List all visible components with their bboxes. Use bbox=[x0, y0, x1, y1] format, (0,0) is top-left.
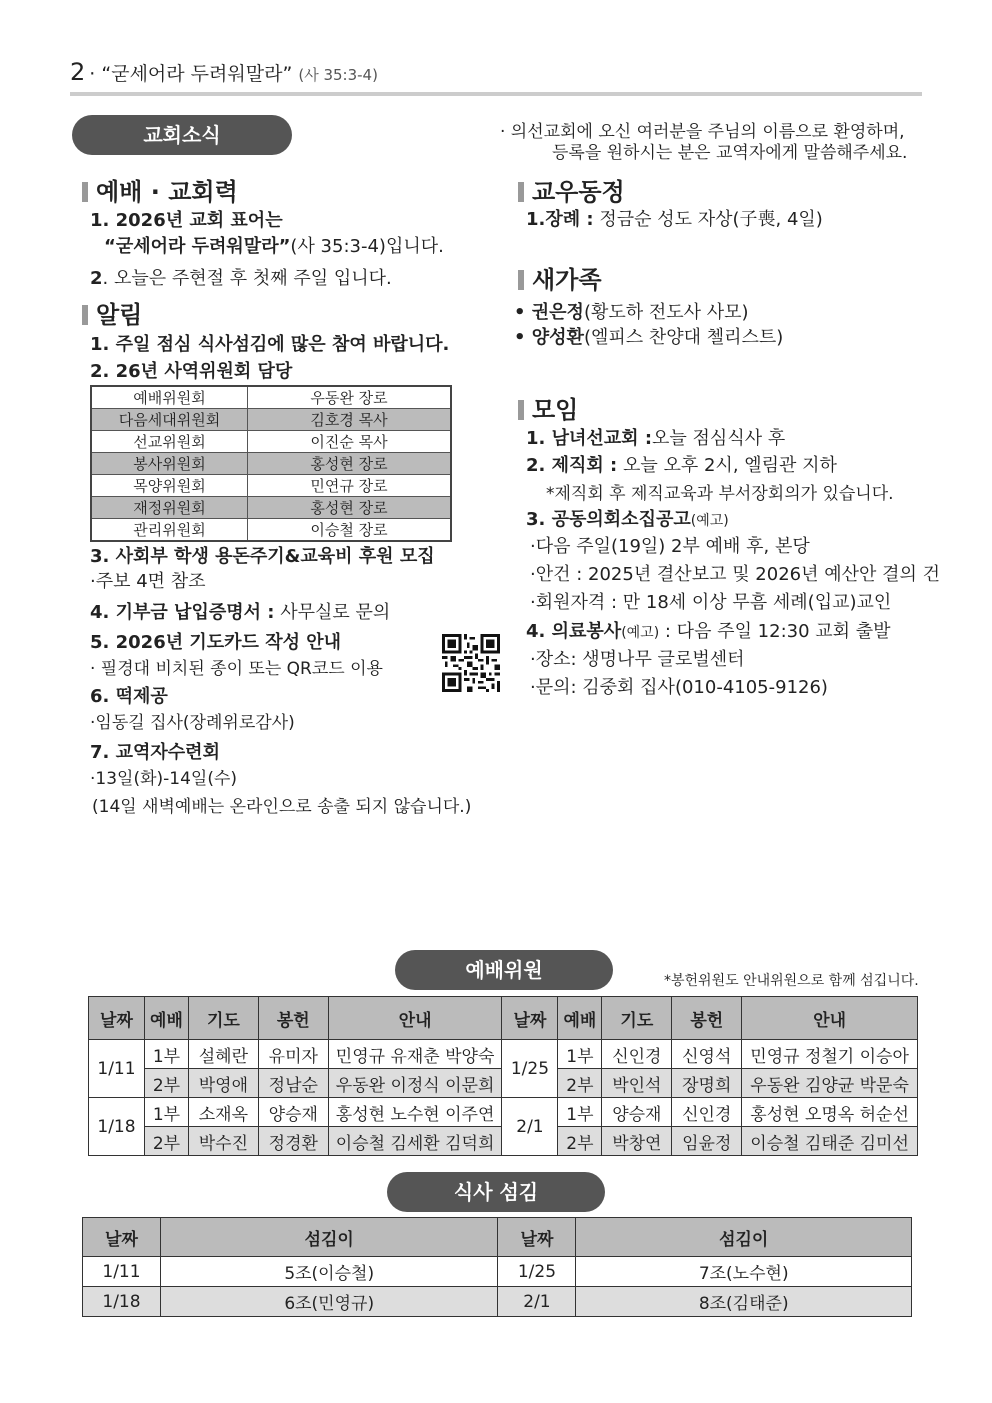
column-header: 날짜 bbox=[89, 997, 145, 1040]
worship-line-1: 1. 2026년 교회 표어는 bbox=[90, 210, 283, 231]
table-cell: 2부 bbox=[144, 1127, 188, 1156]
column-header: 예배 bbox=[144, 997, 188, 1040]
meeting-1 bbox=[526, 424, 785, 450]
section-title: 예배 · 교회력 bbox=[96, 178, 238, 206]
notice-7-sub: ·13일(화)-14일(수) bbox=[90, 769, 238, 789]
meeting-3-note: (예고) bbox=[690, 513, 729, 529]
table-cell: 정경환 bbox=[258, 1127, 328, 1156]
committee-leader: 이진순 목사 bbox=[248, 431, 452, 453]
committee-name: 다음세대위원회 bbox=[91, 409, 248, 431]
table-cell: 8조(김태준) bbox=[576, 1287, 912, 1317]
committee-row bbox=[91, 475, 451, 497]
header-title: “굳세어라 두려워말라” bbox=[101, 63, 293, 85]
meeting-4 bbox=[526, 617, 891, 643]
table-row bbox=[89, 1098, 918, 1127]
table-cell: 1/25 bbox=[498, 1257, 576, 1287]
notice-4 bbox=[90, 598, 390, 624]
section-notice bbox=[82, 295, 142, 330]
notice-6-sub: ·임동길 집사(장례위로감사) bbox=[90, 713, 295, 733]
notice-1: 1. 주일 점심 식사섬김에 많은 참여 바랍니다. bbox=[90, 334, 450, 355]
table-cell: 민영규 정철기 이승아 bbox=[742, 1040, 918, 1069]
section-bar-icon bbox=[518, 270, 524, 290]
column-header: 봉헌 bbox=[258, 997, 328, 1040]
section-newfamily bbox=[518, 260, 602, 295]
section-title: 모임 bbox=[532, 396, 579, 424]
table-cell: 7조(노수현) bbox=[576, 1257, 912, 1287]
page-number: 2 bbox=[70, 58, 86, 86]
committee-leader: 김호경 목사 bbox=[248, 409, 452, 431]
section-bar-icon bbox=[82, 305, 88, 325]
meeting-2-bold: 2. 제직회 : bbox=[526, 455, 618, 476]
column-header: 날짜 bbox=[83, 1218, 161, 1257]
column-header: 봉헌 bbox=[672, 997, 742, 1040]
section-title: 교우동정 bbox=[532, 178, 625, 206]
table-cell: 신인경 bbox=[602, 1040, 672, 1069]
table-cell: 2부 bbox=[144, 1069, 188, 1098]
section-worship bbox=[82, 172, 238, 207]
committee-name: 봉사위원회 bbox=[91, 453, 248, 475]
committee-row bbox=[91, 497, 451, 519]
table-cell: 유미자 bbox=[258, 1040, 328, 1069]
meeting-2-rest: 오늘 오후 2시, 엘림관 지하 bbox=[617, 455, 837, 476]
column-header: 안내 bbox=[328, 997, 502, 1040]
header-dot: · bbox=[89, 63, 96, 85]
worship-team-table bbox=[88, 996, 918, 1156]
header-divider bbox=[70, 92, 922, 96]
committee-row bbox=[91, 386, 451, 409]
column-header: 날짜 bbox=[502, 997, 558, 1040]
committee-name: 관리위원회 bbox=[91, 519, 248, 542]
date-cell: 1/11 bbox=[89, 1040, 145, 1098]
table-cell: 5조(이승철) bbox=[160, 1257, 498, 1287]
meeting-4-c: ·문의: 김중회 집사(010-4105-9126) bbox=[530, 677, 828, 698]
committee-row bbox=[91, 519, 451, 542]
section-meeting bbox=[518, 390, 578, 425]
section-members bbox=[518, 172, 625, 207]
notice-4-bold: 4. 기부금 납입증명서 : bbox=[90, 602, 275, 623]
table-row bbox=[83, 1257, 912, 1287]
notice-3: 3. 사회부 학생 용돈주기&교육비 후원 모집 bbox=[90, 546, 435, 567]
meal-table bbox=[82, 1217, 912, 1317]
column-header: 섬김이 bbox=[576, 1218, 912, 1257]
newfamily-1-desc: (황도하 전도사 사모) bbox=[583, 302, 749, 323]
table-cell: 신인경 bbox=[672, 1098, 742, 1127]
page-header bbox=[70, 58, 378, 86]
section-title: 새가족 bbox=[532, 266, 602, 294]
members-l1-rest: 정금순 성도 자상(子喪, 4일) bbox=[593, 209, 823, 230]
table-cell: 장명희 bbox=[672, 1069, 742, 1098]
table-cell: 6조(민영규) bbox=[160, 1287, 498, 1317]
committee-row bbox=[91, 431, 451, 453]
column-header: 안내 bbox=[742, 997, 918, 1040]
table-cell: 1부 bbox=[558, 1040, 602, 1069]
header-ref: (사 35:3-4) bbox=[298, 66, 378, 84]
worship-line-3 bbox=[90, 264, 392, 290]
committee-name: 선교위원회 bbox=[91, 431, 248, 453]
notice-3-sub: ·주보 4면 참조 bbox=[90, 571, 206, 592]
table-cell: 임윤정 bbox=[672, 1127, 742, 1156]
motto: “굳세어라 두려워말라” bbox=[104, 236, 291, 257]
worship-l2-num: 2 bbox=[90, 268, 103, 289]
committee-row bbox=[91, 453, 451, 475]
worship-line-2 bbox=[104, 232, 444, 258]
table-cell: 1/18 bbox=[83, 1287, 161, 1317]
meeting-1-bold: 1. 남녀선교회 : bbox=[526, 428, 653, 449]
table-cell: 박영애 bbox=[188, 1069, 258, 1098]
news-pill: 교회소식 bbox=[72, 115, 292, 155]
notice-5: 5. 2026년 기도카드 작성 안내 bbox=[90, 632, 342, 653]
table-cell: 설혜란 bbox=[188, 1040, 258, 1069]
committee-row bbox=[91, 409, 451, 431]
meeting-3-bold: 3. 공동의회소집공고 bbox=[526, 509, 691, 530]
section-bar-icon bbox=[518, 182, 524, 202]
table-cell: 이승철 김세환 김덕희 bbox=[328, 1127, 502, 1156]
worship-team-pill: 예배위원 bbox=[395, 950, 613, 990]
committee-name: 예배위원회 bbox=[91, 386, 248, 409]
newfamily-2-desc: (엘피스 찬양대 첼리스트) bbox=[583, 327, 784, 348]
table-cell: 2부 bbox=[558, 1069, 602, 1098]
date-cell: 1/18 bbox=[89, 1098, 145, 1156]
table-cell: 2부 bbox=[558, 1127, 602, 1156]
committee-name: 재정위원회 bbox=[91, 497, 248, 519]
newfamily-1-name: • 권은정 bbox=[514, 302, 584, 323]
motto-ref: (사 35:3-4)입니다. bbox=[290, 236, 444, 257]
table-cell: 우동완 김양균 박문숙 bbox=[742, 1069, 918, 1098]
meeting-4-a: ·장소: 생명나무 글로벌센터 bbox=[530, 649, 745, 670]
table-cell: 1부 bbox=[144, 1040, 188, 1069]
meeting-3-c: ·안건 : 2025년 결산보고 및 2026년 예산안 결의 건 bbox=[530, 564, 940, 585]
table-cell: 정남순 bbox=[258, 1069, 328, 1098]
committee-leader: 홍성현 장로 bbox=[248, 497, 452, 519]
table-row bbox=[89, 1040, 918, 1069]
table-cell: 1/11 bbox=[83, 1257, 161, 1287]
committee-leader: 이승철 장로 bbox=[248, 519, 452, 542]
newfamily-2-name: • 양성환 bbox=[514, 327, 584, 348]
meal-pill: 식사 섬김 bbox=[387, 1172, 605, 1212]
committee-table bbox=[90, 385, 452, 542]
committee-leader: 홍성현 장로 bbox=[248, 453, 452, 475]
meeting-3 bbox=[526, 505, 729, 531]
notice-4-rest: 사무실로 문의 bbox=[274, 602, 391, 623]
table-cell: 양승재 bbox=[258, 1098, 328, 1127]
notice-7-sub-2: (14일 새벽예배는 온라인으로 송출 되지 않습니다.) bbox=[92, 797, 472, 817]
meeting-2-sub: *제직회 후 제직교육과 부서장회의가 있습니다. bbox=[546, 484, 894, 504]
date-cell: 1/25 bbox=[502, 1040, 558, 1098]
table-cell: 박수진 bbox=[188, 1127, 258, 1156]
committee-leader: 민연규 장로 bbox=[248, 475, 452, 497]
notice-5-sub: · 필경대 비치된 종이 또는 QR코드 이용 bbox=[90, 659, 383, 679]
welcome-line-2: 등록을 원하시는 분은 교역자에게 말씀해주세요. bbox=[552, 143, 908, 163]
table-cell: 소재옥 bbox=[188, 1098, 258, 1127]
table-cell: 홍성현 오명옥 허순선 bbox=[742, 1098, 918, 1127]
section-bar-icon bbox=[82, 182, 88, 202]
qr-code-icon[interactable] bbox=[441, 634, 501, 692]
meeting-4-note: (예고) bbox=[621, 625, 660, 641]
notice-7: 7. 교역자수련회 bbox=[90, 742, 220, 763]
members-l1-bold: 1.장례 : bbox=[526, 209, 594, 230]
newfamily-1 bbox=[514, 298, 749, 324]
meeting-3-d: ·회원자격 : 만 18세 이상 무흠 세례(입교)교인 bbox=[530, 592, 892, 613]
section-title: 알림 bbox=[96, 301, 143, 329]
worship-team-note: *봉헌위원도 안내위원으로 함께 섬깁니다. bbox=[664, 973, 919, 989]
meeting-1-rest: 오늘 점심식사 후 bbox=[652, 428, 786, 449]
committee-leader: 우동완 장로 bbox=[248, 386, 452, 409]
table-cell: 민영규 유재춘 박양숙 bbox=[328, 1040, 502, 1069]
table-cell: 우동완 이정식 이문희 bbox=[328, 1069, 502, 1098]
column-header: 섬김이 bbox=[160, 1218, 498, 1257]
table-cell: 양승재 bbox=[602, 1098, 672, 1127]
column-header: 예배 bbox=[558, 997, 602, 1040]
newfamily-2 bbox=[514, 323, 783, 349]
table-cell: 신영석 bbox=[672, 1040, 742, 1069]
table-cell: 이승철 김태준 김미선 bbox=[742, 1127, 918, 1156]
table-cell: 1부 bbox=[558, 1098, 602, 1127]
date-cell: 2/1 bbox=[502, 1098, 558, 1156]
table-row bbox=[83, 1287, 912, 1317]
meeting-3-a: ·다음 주일(19일) 2부 예배 후, 본당 bbox=[530, 536, 810, 557]
column-header: 날짜 bbox=[498, 1218, 576, 1257]
worship-l2-text: . 오늘은 주현절 후 첫째 주일 입니다. bbox=[102, 268, 392, 289]
meeting-4-rest: : 다음 주일 12:30 교회 출발 bbox=[659, 621, 891, 642]
table-cell: 박창연 bbox=[602, 1127, 672, 1156]
column-header: 기도 bbox=[602, 997, 672, 1040]
column-header: 기도 bbox=[188, 997, 258, 1040]
table-cell: 홍성현 노수현 이주연 bbox=[328, 1098, 502, 1127]
members-line-1 bbox=[526, 205, 823, 231]
table-cell: 1부 bbox=[144, 1098, 188, 1127]
meeting-4-bold: 4. 의료봉사 bbox=[526, 621, 622, 642]
meeting-2 bbox=[526, 451, 837, 477]
table-cell: 박인석 bbox=[602, 1069, 672, 1098]
committee-name: 목양위원회 bbox=[91, 475, 248, 497]
table-cell: 2/1 bbox=[498, 1287, 576, 1317]
notice-2: 2. 26년 사역위원회 담당 bbox=[90, 361, 293, 382]
section-bar-icon bbox=[518, 400, 524, 420]
notice-6: 6. 떡제공 bbox=[90, 686, 168, 707]
welcome-line-1: · 의선교회에 오신 여러분을 주님의 이름으로 환영하며, bbox=[500, 122, 905, 142]
